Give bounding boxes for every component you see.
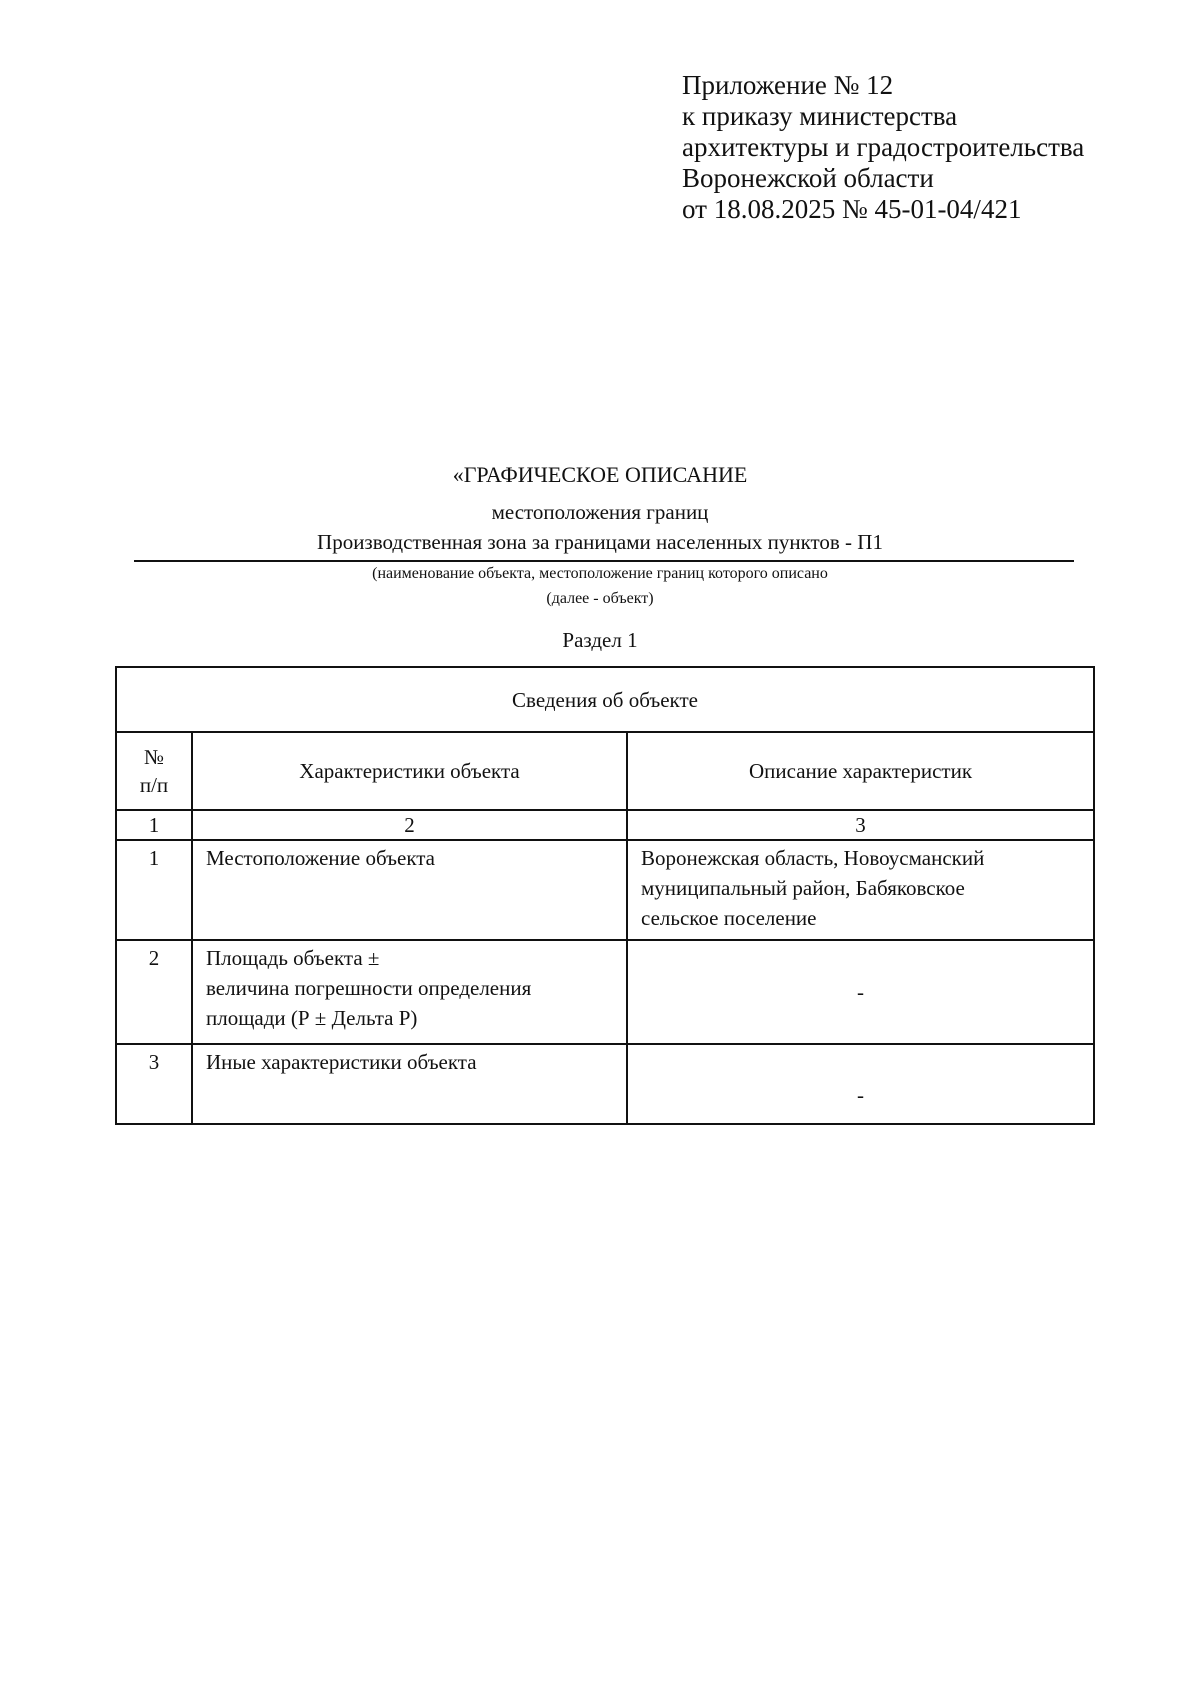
- section-title: Раздел 1: [562, 628, 638, 652]
- appendix-line-5: от 18.08.2025 № 45-01-04/421: [682, 194, 1022, 224]
- column-number-2: 2: [192, 810, 627, 840]
- row-index: 1: [116, 840, 192, 940]
- row-index: 3: [116, 1044, 192, 1124]
- table-row: [116, 1044, 1094, 1124]
- column-number-3: 3: [627, 810, 1094, 840]
- appendix-line-4: Воронежской области: [682, 163, 934, 193]
- object-info-table: [115, 666, 1095, 1125]
- column-number-1: 1: [116, 810, 192, 840]
- row-description: -: [627, 940, 1094, 1044]
- header-description: Описание характеристик: [627, 732, 1094, 810]
- row-characteristic: Площадь объекта ± величина погрешности определения площади (Р ± Дельта Р): [192, 940, 627, 1044]
- appendix-block: [682, 70, 1084, 225]
- table-caption: Сведения об объекте: [116, 667, 1094, 732]
- row-characteristic: Иные характеристики объекта: [192, 1044, 627, 1124]
- header-characteristics: Характеристики объекта: [192, 732, 627, 810]
- appendix-line-3: архитектуры и градостроительства: [682, 132, 1085, 162]
- header-number: № п/п: [116, 732, 192, 810]
- appendix-line-2: к приказу министерства: [682, 101, 958, 131]
- table-caption-row: [116, 667, 1094, 732]
- object-name-note-2: (далее - объект): [546, 590, 654, 607]
- object-name-underline: [134, 560, 1074, 562]
- object-name-note-1: (наименование объекта, местоположение границ которого описано: [372, 565, 828, 582]
- row-index: 2: [116, 940, 192, 1044]
- document-subtitle: местоположения границ: [491, 500, 709, 524]
- table-row: [116, 840, 1094, 940]
- table-row: [116, 940, 1094, 1044]
- table-header-row: [116, 732, 1094, 810]
- row-characteristic: Местоположение объекта: [192, 840, 627, 940]
- row-description: -: [627, 1044, 1094, 1124]
- row-description: Воронежская область, Новоусманский муниципальный район, Бабяковское сельское поселение: [627, 840, 1094, 940]
- document-title: «ГРАФИЧЕСКОЕ ОПИСАНИЕ: [452, 462, 748, 487]
- appendix-line-1: Приложение № 12: [682, 70, 894, 100]
- object-name: Производственная зона за границами населенных пунктов - П1: [317, 530, 883, 554]
- column-number-row: [116, 810, 1094, 840]
